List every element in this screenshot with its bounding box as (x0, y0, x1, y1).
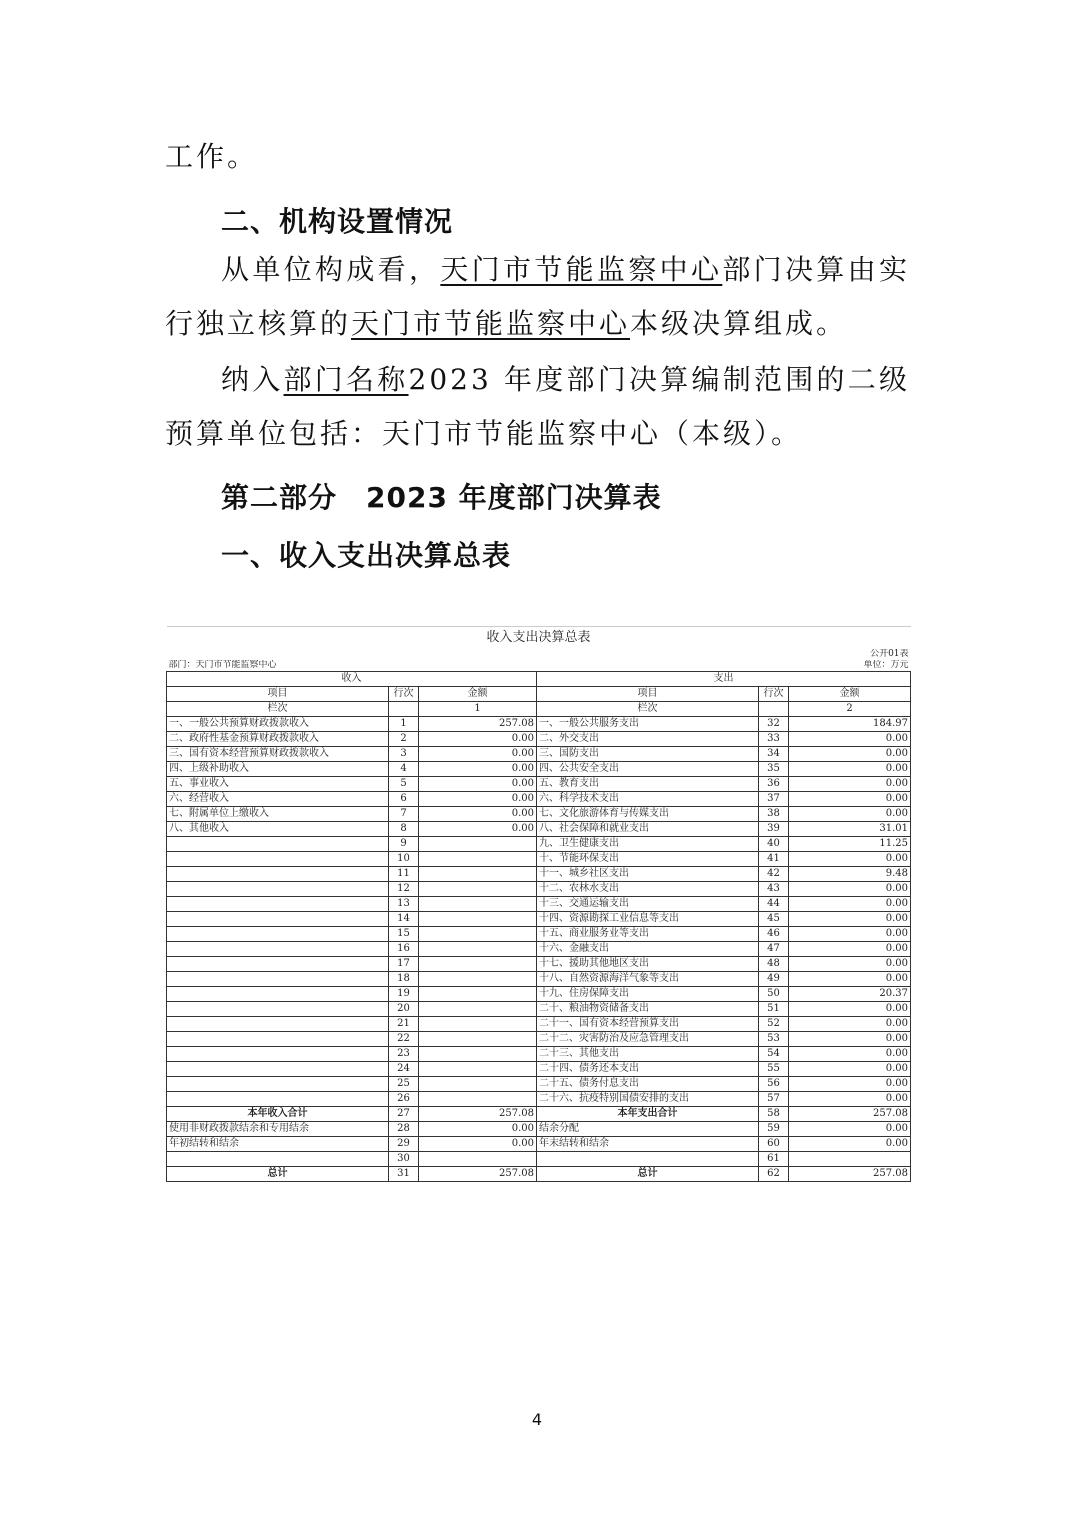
income-item: 本年收入合计 (167, 1107, 389, 1122)
income-item: 八、其他收入 (167, 822, 389, 837)
income-row-number: 5 (389, 777, 419, 792)
income-row-number: 3 (389, 747, 419, 762)
expense-amount: 20.37 (789, 987, 911, 1002)
income-item (167, 987, 389, 1002)
unit-label: 单位：万元 (863, 660, 909, 670)
income-row-number: 7 (389, 807, 419, 822)
expense-item: 十三、交通运输支出 (537, 897, 759, 912)
income-row-number: 10 (389, 852, 419, 867)
expense-item: 总计 (537, 1167, 759, 1182)
table-row (167, 867, 911, 882)
income-row-number: 12 (389, 882, 419, 897)
table-row (167, 1152, 911, 1167)
expense-item: 十七、援助其他地区支出 (537, 957, 759, 972)
expense-item (537, 1152, 759, 1167)
income-row-number: 6 (389, 792, 419, 807)
expense-row-number: 40 (759, 837, 789, 852)
income-row-number: 19 (389, 987, 419, 1002)
expense-item: 九、卫生健康支出 (537, 837, 759, 852)
income-item (167, 1002, 389, 1017)
text-segment: 部门决算由实行独立核算的 (165, 253, 910, 340)
income-item (167, 852, 389, 867)
income-item: 使用非财政拨款结余和专用结余 (167, 1122, 389, 1137)
income-amount (419, 1002, 537, 1017)
expense-item: 二十、粮油物资储备支出 (537, 1002, 759, 1017)
income-item: 一、一般公共预算财政拨款收入 (167, 717, 389, 732)
expense-row-number: 51 (759, 1002, 789, 1017)
income-item (167, 912, 389, 927)
expense-amount: 0.00 (789, 1047, 911, 1062)
col-item: 项目 (537, 687, 759, 702)
income-row-number: 13 (389, 897, 419, 912)
heading-org-setup: 二、机构设置情况 (221, 205, 454, 238)
income-amount: 0.00 (419, 747, 537, 762)
income-item (167, 897, 389, 912)
expense-amount: 0.00 (789, 1002, 911, 1017)
table-row (167, 747, 911, 762)
page-number: 4 (531, 1410, 543, 1429)
expense-item: 二十三、其他支出 (537, 1047, 759, 1062)
expense-row-number: 56 (759, 1077, 789, 1092)
table-row (167, 972, 911, 987)
text-segment: 从单位构成看， (221, 253, 441, 286)
expense-item: 十六、金融支出 (537, 942, 759, 957)
expense-amount: 0.00 (789, 972, 911, 987)
expense-row-number: 41 (759, 852, 789, 867)
expense-amount: 0.00 (789, 732, 911, 747)
expense-amount: 0.00 (789, 1062, 911, 1077)
income-row-number: 11 (389, 867, 419, 882)
table-row (167, 807, 911, 822)
expense-item: 六、科学技术支出 (537, 792, 759, 807)
income-row-number: 18 (389, 972, 419, 987)
income-amount: 0.00 (419, 732, 537, 747)
expense-row-number: 38 (759, 807, 789, 822)
underlined-unit-name: 天门市节能监察中心 (440, 253, 723, 286)
col-lanci: 栏次 (537, 702, 759, 717)
expense-amount: 0.00 (789, 747, 911, 762)
expense-item: 十四、资源勘探工业信息等支出 (537, 912, 759, 927)
income-amount (419, 882, 537, 897)
income-row-number: 21 (389, 1017, 419, 1032)
expense-item: 四、公共安全支出 (537, 762, 759, 777)
income-item (167, 837, 389, 852)
expense-item: 二十四、债务还本支出 (537, 1062, 759, 1077)
expense-item: 二十五、债务付息支出 (537, 1077, 759, 1092)
budget-table-container (166, 626, 910, 1182)
paragraph-work: 工作。 (165, 140, 259, 173)
expense-amount: 0.00 (789, 897, 911, 912)
expense-amount (789, 1152, 911, 1167)
income-row-number: 15 (389, 927, 419, 942)
expense-row-number: 53 (759, 1032, 789, 1047)
income-amount (419, 927, 537, 942)
expense-row-number: 54 (759, 1047, 789, 1062)
income-amount (419, 1062, 537, 1077)
income-amount (419, 1077, 537, 1092)
table-row (167, 1077, 911, 1092)
col-item: 项目 (167, 687, 389, 702)
expense-amount: 184.97 (789, 717, 911, 732)
expense-amount: 0.00 (789, 1122, 911, 1137)
income-item (167, 957, 389, 972)
income-row-number: 14 (389, 912, 419, 927)
table-row (167, 1137, 911, 1152)
income-amount (419, 942, 537, 957)
income-amount (419, 867, 537, 882)
expense-row-number: 49 (759, 972, 789, 987)
expense-item: 五、教育支出 (537, 777, 759, 792)
income-row-number: 8 (389, 822, 419, 837)
income-item (167, 972, 389, 987)
table-row (167, 1002, 911, 1017)
expense-item: 结余分配 (537, 1122, 759, 1137)
table-row (167, 1092, 911, 1107)
table-row (167, 987, 911, 1002)
income-amount: 0.00 (419, 762, 537, 777)
income-item (167, 927, 389, 942)
expense-item: 本年支出合计 (537, 1107, 759, 1122)
income-amount: 0.00 (419, 777, 537, 792)
income-amount: 0.00 (419, 822, 537, 837)
expense-item: 二十六、抗疫特别国债安排的支出 (537, 1092, 759, 1107)
expense-amount: 0.00 (789, 927, 911, 942)
table-row (167, 732, 911, 747)
expense-item: 二十一、国有资本经营预算支出 (537, 1017, 759, 1032)
col-row: 行次 (759, 687, 789, 702)
income-item (167, 1017, 389, 1032)
expense-header: 支出 (537, 672, 911, 687)
column-header-row (167, 687, 911, 702)
income-amount (419, 852, 537, 867)
paragraph-scope (165, 353, 910, 461)
expense-item: 年末结转和结余 (537, 1137, 759, 1152)
income-amount (419, 1017, 537, 1032)
income-amount (419, 987, 537, 1002)
expense-row-number: 48 (759, 957, 789, 972)
income-amount (419, 1047, 537, 1062)
income-row-number: 17 (389, 957, 419, 972)
expense-amount: 0.00 (789, 852, 911, 867)
income-row-number: 27 (389, 1107, 419, 1122)
income-amount: 0.00 (419, 807, 537, 822)
income-row-number: 22 (389, 1032, 419, 1047)
income-row-number: 20 (389, 1002, 419, 1017)
income-amount: 257.08 (419, 717, 537, 732)
heading-table-one: 一、收入支出决算总表 (221, 539, 512, 572)
table-row (167, 792, 911, 807)
expense-amount: 0.00 (789, 1077, 911, 1092)
income-amount (419, 912, 537, 927)
heading-part-two: 第二部分 2023 年度部门决算表 (221, 481, 662, 514)
table-row (167, 1047, 911, 1062)
table-title-row (167, 627, 911, 650)
expense-item: 十五、商业服务业等支出 (537, 927, 759, 942)
income-amount (419, 957, 537, 972)
income-amount (419, 1032, 537, 1047)
table-row (167, 897, 911, 912)
expense-amount: 0.00 (789, 942, 911, 957)
expense-row-number: 44 (759, 897, 789, 912)
expense-amount: 0.00 (789, 792, 911, 807)
expense-amount: 0.00 (789, 912, 911, 927)
table-row (167, 717, 911, 732)
col-lanci: 栏次 (167, 702, 389, 717)
income-item (167, 1077, 389, 1092)
table-dept-row (167, 660, 911, 672)
expense-row-number: 60 (759, 1137, 789, 1152)
expense-row-number: 59 (759, 1122, 789, 1137)
income-expense-table (166, 626, 911, 1182)
expense-row-number: 37 (759, 792, 789, 807)
income-amount: 257.08 (419, 1167, 537, 1182)
table-row (167, 1167, 911, 1182)
table-row (167, 777, 911, 792)
table-row (167, 822, 911, 837)
income-row-number: 1 (389, 717, 419, 732)
income-amount: 0.00 (419, 792, 537, 807)
income-item (167, 1092, 389, 1107)
expense-item: 十一、城乡社区支出 (537, 867, 759, 882)
table-row (167, 957, 911, 972)
table-row (167, 1107, 911, 1122)
text-segment: 本级决算组成。 (630, 307, 848, 340)
income-item (167, 1152, 389, 1167)
expense-item: 一、一般公共服务支出 (537, 717, 759, 732)
expense-amount: 257.08 (789, 1167, 911, 1182)
expense-amount: 0.00 (789, 1137, 911, 1152)
table-row (167, 837, 911, 852)
income-item: 三、国有资本经营预算财政拨款收入 (167, 747, 389, 762)
income-header: 收入 (167, 672, 537, 687)
expense-amount: 0.00 (789, 807, 911, 822)
expense-row-number: 61 (759, 1152, 789, 1167)
form-number: 公开01表 (870, 649, 909, 659)
expense-item: 三、国防支出 (537, 747, 759, 762)
expense-amount: 257.08 (789, 1107, 911, 1122)
expense-row-number: 45 (759, 912, 789, 927)
expense-row-number: 50 (759, 987, 789, 1002)
income-row-number: 25 (389, 1077, 419, 1092)
income-item: 七、附属单位上缴收入 (167, 807, 389, 822)
text-segment: 2023 年度部门决算编制范围的二级预算单位包括：天门市节能监察中心（本级）。 (165, 363, 910, 450)
income-amount (419, 972, 537, 987)
income-item (167, 942, 389, 957)
income-row-number: 29 (389, 1137, 419, 1152)
column-number-row (167, 702, 911, 717)
expense-row-number: 55 (759, 1062, 789, 1077)
expense-amount: 31.01 (789, 822, 911, 837)
income-item: 总计 (167, 1167, 389, 1182)
expense-row-number: 46 (759, 927, 789, 942)
col-number: 1 (419, 702, 537, 717)
department-label: 部门：天门市节能监察中心 (168, 660, 277, 670)
income-row-number: 24 (389, 1062, 419, 1077)
expense-row-number: 62 (759, 1167, 789, 1182)
expense-row-number: 39 (759, 822, 789, 837)
income-row-number: 30 (389, 1152, 419, 1167)
expense-amount: 0.00 (789, 1032, 911, 1047)
expense-item: 七、文化旅游体育与传媒支出 (537, 807, 759, 822)
expense-item: 二、外交支出 (537, 732, 759, 747)
expense-row-number: 33 (759, 732, 789, 747)
income-row-number: 16 (389, 942, 419, 957)
table-row (167, 1017, 911, 1032)
income-row-number: 4 (389, 762, 419, 777)
expense-item: 十八、自然资源海洋气象等支出 (537, 972, 759, 987)
expense-amount: 0.00 (789, 957, 911, 972)
income-amount (419, 1152, 537, 1167)
income-item: 四、上级补助收入 (167, 762, 389, 777)
expense-item: 二十二、灾害防治及应急管理支出 (537, 1032, 759, 1047)
col-amount: 金额 (419, 687, 537, 702)
table-title: 收入支出决算总表 (167, 627, 911, 650)
expense-amount: 0.00 (789, 762, 911, 777)
income-item: 二、政府性基金预算财政拨款收入 (167, 732, 389, 747)
underlined-dept-name: 部门名称 (283, 363, 409, 396)
income-row-number: 23 (389, 1047, 419, 1062)
expense-row-number: 57 (759, 1092, 789, 1107)
income-amount (419, 1092, 537, 1107)
expense-amount: 11.25 (789, 837, 911, 852)
income-amount (419, 897, 537, 912)
text-segment: 纳入 (221, 363, 284, 396)
income-row-number: 2 (389, 732, 419, 747)
income-amount (419, 837, 537, 852)
expense-item: 十二、农林水支出 (537, 882, 759, 897)
table-row (167, 942, 911, 957)
table-row (167, 912, 911, 927)
expense-amount: 0.00 (789, 1017, 911, 1032)
expense-amount: 0.00 (789, 1092, 911, 1107)
table-row (167, 852, 911, 867)
underlined-unit-name: 天门市节能监察中心 (351, 307, 631, 340)
expense-amount: 9.48 (789, 867, 911, 882)
income-item (167, 867, 389, 882)
income-amount: 0.00 (419, 1122, 537, 1137)
paragraph-unit-composition (165, 243, 910, 351)
income-amount: 257.08 (419, 1107, 537, 1122)
income-item (167, 1047, 389, 1062)
income-row-number: 26 (389, 1092, 419, 1107)
income-amount: 0.00 (419, 1137, 537, 1152)
income-item (167, 1062, 389, 1077)
expense-item: 十、节能环保支出 (537, 852, 759, 867)
expense-row-number: 35 (759, 762, 789, 777)
expense-row-number: 58 (759, 1107, 789, 1122)
expense-row-number: 32 (759, 717, 789, 732)
table-row (167, 1122, 911, 1137)
table-row (167, 762, 911, 777)
income-item: 五、事业收入 (167, 777, 389, 792)
section-header-row (167, 672, 911, 687)
income-item: 年初结转和结余 (167, 1137, 389, 1152)
income-item: 六、经营收入 (167, 792, 389, 807)
income-row-number: 31 (389, 1167, 419, 1182)
expense-item: 八、社会保障和就业支出 (537, 822, 759, 837)
col-amount: 金额 (789, 687, 911, 702)
income-item (167, 1032, 389, 1047)
col-row: 行次 (389, 687, 419, 702)
expense-row-number: 42 (759, 867, 789, 882)
expense-row-number: 52 (759, 1017, 789, 1032)
expense-row-number: 36 (759, 777, 789, 792)
expense-amount: 0.00 (789, 882, 911, 897)
expense-row-number: 43 (759, 882, 789, 897)
col-number: 2 (789, 702, 911, 717)
expense-row-number: 47 (759, 942, 789, 957)
expense-item: 十九、住房保障支出 (537, 987, 759, 1002)
table-row (167, 1032, 911, 1047)
expense-row-number: 34 (759, 747, 789, 762)
income-row-number: 28 (389, 1122, 419, 1137)
table-row (167, 882, 911, 897)
expense-amount: 0.00 (789, 777, 911, 792)
income-item (167, 882, 389, 897)
income-row-number: 9 (389, 837, 419, 852)
table-row (167, 1062, 911, 1077)
table-form-row (167, 649, 911, 660)
table-row (167, 927, 911, 942)
